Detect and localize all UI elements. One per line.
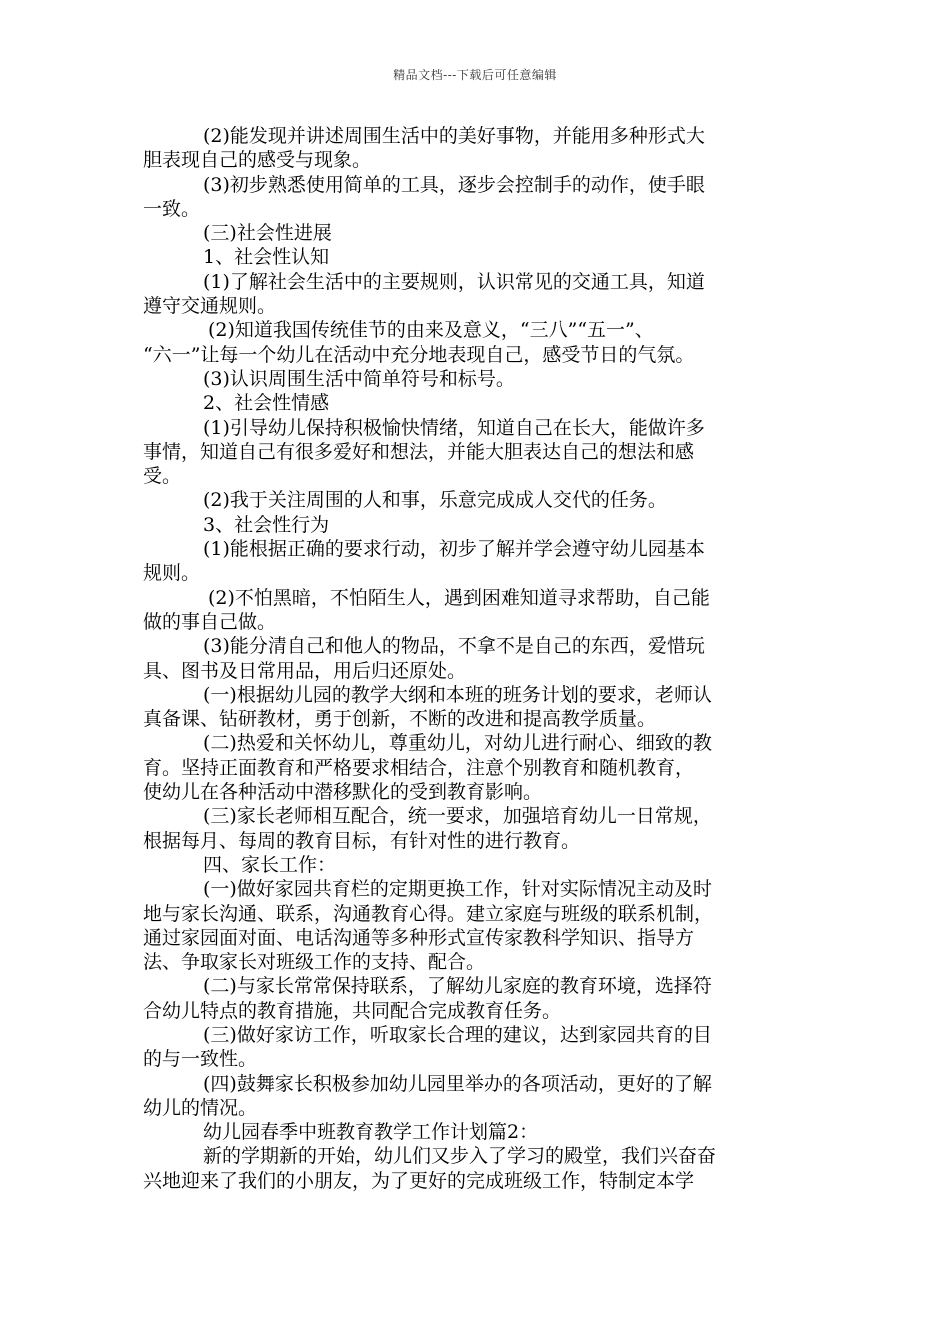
text-line: 通过家园面对面、电话沟通等多种形式宣传家教科学知识、指导方 bbox=[143, 926, 695, 949]
text-line: 事情，知道自己有很多爱好和想法，并能大胆表达自己的想法和感 bbox=[143, 440, 695, 463]
text-line: (1)能根据正确的要求行动，初步了解并学会遵守幼儿园基本 bbox=[203, 538, 705, 561]
text-line: 的与一致性。 bbox=[143, 1048, 258, 1071]
text-line: 幼儿的情况。 bbox=[143, 1096, 258, 1119]
text-line: (四)鼓舞家长积极参加幼儿园里举办的各项活动，更好的了解 bbox=[203, 1072, 712, 1095]
text-line: (2)我于关注周围的人和事，乐意完成成人交代的任务。 bbox=[203, 489, 667, 512]
text-line: (3)认识周围生活中简单符号和标号。 bbox=[203, 367, 515, 390]
text-line: 规则。 bbox=[143, 562, 201, 585]
text-line: 根据每月、每周的教育目标，有针对性的进行教育。 bbox=[143, 829, 581, 852]
text-line: 地与家长沟通、联系，沟通教育心得。建立家庭与班级的联系机制， bbox=[143, 902, 714, 925]
text-line: (1)引导幼儿保持积极愉快情绪，知道自己在长大，能做许多 bbox=[203, 416, 705, 439]
text-line: 具、图书及日常用品，用后归还原处。 bbox=[143, 659, 467, 682]
text-line: 使幼儿在各种活动中潜移默化的受到教育影响。 bbox=[143, 781, 543, 804]
text-line: (3)初步熟悉使用简单的工具，逐步会控制手的动作，使手眼 bbox=[203, 173, 705, 196]
text-line: (一)做好家园共育栏的定期更换工作，针对实际情况主动及时 bbox=[203, 878, 712, 901]
text-line: 合幼儿特点的教育措施，共同配合完成教育任务。 bbox=[143, 999, 562, 1022]
text-line: (三)做好家访工作，听取家长合理的建议，达到家园共育的目 bbox=[203, 1023, 712, 1046]
text-line: (二)热爱和关怀幼儿，尊重幼儿，对幼儿进行耐心、细致的教 bbox=[203, 732, 712, 755]
text-line: 法、争取家长对班级工作的支持、配合。 bbox=[143, 951, 486, 974]
text-line: 胆表现自己的感受与现象。 bbox=[143, 149, 372, 172]
text-line: (3)能分清自己和他人的物品，不拿不是自己的东西，爱惜玩 bbox=[203, 635, 705, 658]
text-line: (一)根据幼儿园的教学大纲和本班的班务计划的要求，老师认 bbox=[203, 683, 712, 706]
text-line: 新的学期新的开始，幼儿们又步入了学习的殿堂，我们兴奋奋 bbox=[203, 1145, 717, 1168]
article-heading: 幼儿园春季中班教育教学工作计划篇2： bbox=[203, 1121, 539, 1144]
text-line: 兴地迎来了我们的小朋友，为了更好的完成班级工作，特制定本学 bbox=[143, 1169, 695, 1192]
subsection-heading: 3、社会性行为 bbox=[203, 513, 330, 536]
text-line: “六一”让每一个幼儿在活动中充分地表现自己，感受节日的气氛。 bbox=[143, 343, 695, 366]
subsection-heading: 1、社会性认知 bbox=[203, 246, 330, 269]
subsection-heading: 2、社会性情感 bbox=[203, 392, 330, 415]
text-line: 一致。 bbox=[143, 197, 201, 220]
text-line: (二)与家长常常保持联系，了解幼儿家庭的教育环境，选择符 bbox=[203, 975, 712, 998]
page-header: 精品文档---下载后可任意编辑 bbox=[393, 68, 557, 82]
text-line: (2)不怕黑暗，不怕陌生人，遇到困难知道寻求帮助，自己能 bbox=[208, 586, 710, 609]
document-body bbox=[143, 124, 823, 1193]
text-line: 育。坚持正面教育和严格要求相结合，注意个别教育和随机教育， bbox=[143, 756, 695, 779]
text-line: (2)能发现并讲述周围生活中的美好事物，并能用多种形式大 bbox=[203, 125, 705, 147]
text-line: (1)了解社会生活中的主要规则，认识常见的交通工具，知道 bbox=[203, 270, 705, 293]
text-line: 遵守交通规则。 bbox=[143, 295, 277, 318]
text-line: (三)家长老师相互配合，统一要求，加强培育幼儿一日常规， bbox=[203, 805, 712, 828]
text-line: 受。 bbox=[143, 465, 182, 488]
section-heading: (三)社会性进展 bbox=[203, 222, 332, 245]
section-heading: 四、家长工作： bbox=[203, 853, 337, 876]
text-line: (2)知道我国传统佳节的由来及意义，“三八”“五一”、 bbox=[208, 319, 654, 342]
text-line: 做的事自己做。 bbox=[143, 610, 277, 633]
text-line: 真备课、钻研教材，勇于创新，不断的改进和提高教学质量。 bbox=[143, 708, 657, 731]
